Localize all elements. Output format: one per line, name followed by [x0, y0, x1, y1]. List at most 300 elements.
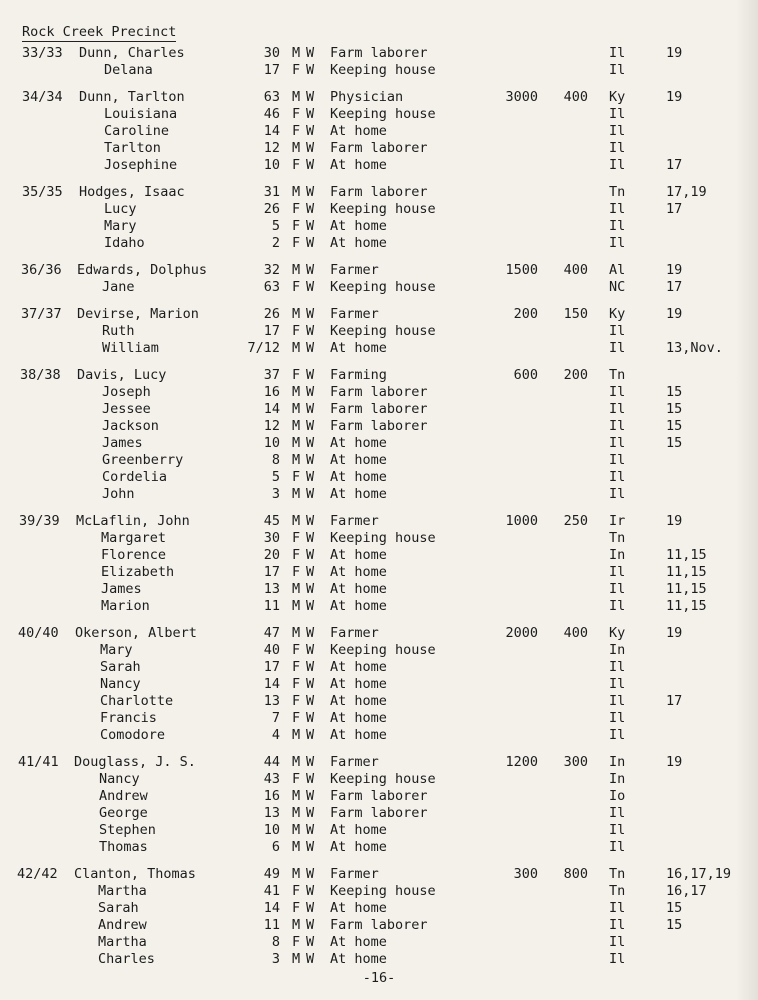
person-sex: F — [292, 106, 301, 122]
person-notes: 19 — [666, 513, 683, 529]
person-name: Elizabeth — [101, 564, 175, 580]
census-row — [0, 900, 740, 917]
person-occupation: Keeping house — [330, 62, 436, 78]
person-name: Okerson, Albert — [75, 625, 197, 641]
census-row — [0, 839, 740, 856]
person-birthplace: Il — [609, 486, 626, 502]
person-sex: F — [292, 235, 301, 251]
person-occupation: Keeping house — [330, 530, 436, 546]
person-birthplace: Tn — [609, 530, 626, 546]
person-sex: F — [292, 218, 301, 234]
person-birthplace: NC — [609, 279, 626, 295]
census-row — [0, 140, 740, 157]
person-sex: F — [292, 659, 301, 675]
person-race: W — [306, 754, 315, 770]
person-sex: F — [292, 547, 301, 563]
census-row — [0, 693, 740, 710]
person-occupation: Keeping house — [330, 279, 436, 295]
real-estate-value: 600 — [513, 367, 538, 383]
person-race: W — [306, 900, 315, 916]
person-name: James — [102, 435, 143, 451]
census-row — [0, 486, 740, 503]
person-name: Delana — [104, 62, 153, 78]
person-race: W — [306, 693, 315, 709]
person-age: 47 — [263, 625, 280, 641]
person-name: Lucy — [104, 201, 137, 217]
person-sex: M — [292, 598, 301, 614]
person-age: 17 — [263, 62, 280, 78]
census-row — [0, 62, 740, 79]
census-row — [0, 45, 740, 62]
person-sex: F — [292, 883, 301, 899]
person-race: W — [306, 45, 315, 61]
person-age: 26 — [263, 306, 280, 322]
person-age: 14 — [263, 401, 280, 417]
person-sex: F — [292, 123, 301, 139]
census-row — [0, 262, 740, 279]
person-sex: M — [292, 866, 301, 882]
real-estate-value: 1000 — [505, 513, 538, 529]
census-row — [0, 866, 740, 883]
person-sex: M — [292, 262, 301, 278]
person-occupation: At home — [330, 157, 387, 173]
person-name: McLaflin, John — [76, 513, 190, 529]
person-sex: F — [292, 157, 301, 173]
person-name: Jane — [102, 279, 135, 295]
person-birthplace: Tn — [609, 367, 626, 383]
person-age: 49 — [263, 866, 280, 882]
person-race: W — [306, 323, 315, 339]
census-row — [0, 547, 740, 564]
person-race: W — [306, 201, 315, 217]
person-sex: M — [292, 306, 301, 322]
person-sex: M — [292, 45, 301, 61]
person-sex: M — [292, 401, 301, 417]
person-age: 3 — [271, 486, 280, 502]
person-notes: 15 — [666, 384, 683, 400]
census-row — [0, 513, 740, 530]
person-sex: F — [292, 469, 301, 485]
person-race: W — [306, 486, 315, 502]
person-occupation: Keeping house — [330, 106, 436, 122]
person-birthplace: Il — [609, 581, 626, 597]
person-birthplace: Il — [609, 401, 626, 417]
person-occupation: Farm laborer — [330, 917, 428, 933]
person-birthplace: Il — [609, 157, 626, 173]
person-occupation: At home — [330, 452, 387, 468]
dwelling-number: 38/38 — [20, 367, 61, 383]
person-name: Stephen — [99, 822, 156, 838]
census-row — [0, 184, 740, 201]
person-occupation: Keeping house — [330, 323, 436, 339]
person-race: W — [306, 642, 315, 658]
person-race: W — [306, 123, 315, 139]
person-occupation: Physician — [330, 89, 404, 105]
census-row — [0, 106, 740, 123]
person-name: Cordelia — [102, 469, 168, 485]
census-row — [0, 934, 740, 951]
person-birthplace: Il — [609, 340, 626, 356]
person-age: 12 — [263, 418, 280, 434]
personal-estate-value: 250 — [563, 513, 588, 529]
person-occupation: At home — [330, 486, 387, 502]
person-race: W — [306, 659, 315, 675]
person-occupation: Farm laborer — [330, 45, 428, 61]
census-row — [0, 367, 740, 384]
personal-estate-value: 400 — [563, 262, 588, 278]
person-race: W — [306, 62, 315, 78]
person-birthplace: Il — [609, 452, 626, 468]
personal-estate-value: 400 — [563, 625, 588, 641]
person-sex: M — [292, 89, 301, 105]
person-race: W — [306, 771, 315, 787]
census-row — [0, 201, 740, 218]
person-race: W — [306, 235, 315, 251]
person-race: W — [306, 866, 315, 882]
person-occupation: Keeping house — [330, 883, 436, 899]
person-occupation: Farmer — [330, 625, 379, 641]
person-name: Josephine — [104, 157, 178, 173]
person-sex: F — [292, 693, 301, 709]
person-notes: 17 — [666, 279, 683, 295]
person-birthplace: Ir — [609, 513, 626, 529]
person-notes: 19 — [666, 625, 683, 641]
person-age: 30 — [263, 45, 280, 61]
person-name: Martha — [98, 934, 147, 950]
person-occupation: Farmer — [330, 306, 379, 322]
person-birthplace: Tn — [609, 184, 626, 200]
person-name: Marion — [101, 598, 150, 614]
person-age: 41 — [263, 883, 280, 899]
person-name: Joseph — [102, 384, 151, 400]
person-notes: 11,15 — [666, 547, 707, 563]
person-occupation: Keeping house — [330, 642, 436, 658]
person-age: 63 — [263, 279, 280, 295]
person-sex: F — [292, 201, 301, 217]
real-estate-value: 300 — [513, 866, 538, 882]
person-birthplace: Il — [609, 384, 626, 400]
person-sex: F — [292, 367, 301, 383]
person-occupation: Farmer — [330, 866, 379, 882]
person-age: 16 — [263, 788, 280, 804]
person-notes: 19 — [666, 754, 683, 770]
person-age: 26 — [263, 201, 280, 217]
person-race: W — [306, 140, 315, 156]
person-race: W — [306, 822, 315, 838]
person-birthplace: Tn — [609, 883, 626, 899]
dwelling-number: 39/39 — [19, 513, 60, 529]
person-sex: F — [292, 900, 301, 916]
person-name: Charlotte — [100, 693, 174, 709]
person-sex: M — [292, 384, 301, 400]
person-race: W — [306, 917, 315, 933]
person-occupation: At home — [330, 659, 387, 675]
census-row — [0, 710, 740, 727]
person-occupation: At home — [330, 839, 387, 855]
person-name: Davis, Lucy — [77, 367, 167, 383]
person-name: Dunn, Tarlton — [79, 89, 185, 105]
person-race: W — [306, 934, 315, 950]
census-row — [0, 235, 740, 252]
person-name: Mary — [100, 642, 133, 658]
person-race: W — [306, 262, 315, 278]
real-estate-value: 1200 — [505, 754, 538, 770]
person-name: Caroline — [104, 123, 170, 139]
person-name: Douglass, J. S. — [74, 754, 196, 770]
person-race: W — [306, 218, 315, 234]
personal-estate-value: 300 — [563, 754, 588, 770]
real-estate-value: 2000 — [505, 625, 538, 641]
dwelling-number: 34/34 — [22, 89, 63, 105]
person-birthplace: Il — [609, 45, 626, 61]
person-age: 17 — [263, 564, 280, 580]
person-occupation: At home — [330, 676, 387, 692]
person-race: W — [306, 279, 315, 295]
person-birthplace: In — [609, 771, 626, 787]
person-birthplace: Il — [609, 106, 626, 122]
person-birthplace: In — [609, 547, 626, 563]
person-occupation: Keeping house — [330, 201, 436, 217]
person-occupation: At home — [330, 693, 387, 709]
person-name: James — [101, 581, 142, 597]
person-age: 3 — [271, 951, 280, 967]
person-birthplace: Il — [609, 235, 626, 251]
person-age: 17 — [263, 323, 280, 339]
person-birthplace: Il — [609, 917, 626, 933]
person-race: W — [306, 452, 315, 468]
census-row — [0, 625, 740, 642]
person-birthplace: Il — [609, 710, 626, 726]
census-row — [0, 157, 740, 174]
person-birthplace: Tn — [609, 866, 626, 882]
census-row — [0, 659, 740, 676]
person-race: W — [306, 564, 315, 580]
person-sex: F — [292, 62, 301, 78]
person-occupation: At home — [330, 598, 387, 614]
person-race: W — [306, 469, 315, 485]
census-row — [0, 564, 740, 581]
person-sex: M — [292, 788, 301, 804]
person-name: Martha — [98, 883, 147, 899]
person-race: W — [306, 788, 315, 804]
dwelling-number: 36/36 — [21, 262, 62, 278]
person-name: Edwards, Dolphus — [77, 262, 208, 278]
person-birthplace: Il — [609, 822, 626, 838]
real-estate-value: 1500 — [505, 262, 538, 278]
person-race: W — [306, 306, 315, 322]
census-row — [0, 676, 740, 693]
person-age: 20 — [263, 547, 280, 563]
person-occupation: At home — [330, 123, 387, 139]
person-age: 13 — [263, 805, 280, 821]
person-occupation: At home — [330, 547, 387, 563]
person-notes: 15 — [666, 401, 683, 417]
person-birthplace: Il — [609, 839, 626, 855]
precinct-heading: Rock Creek Precinct — [22, 24, 177, 40]
person-occupation: Farm laborer — [330, 384, 428, 400]
person-name: Andrew — [98, 917, 147, 933]
person-occupation: At home — [330, 710, 387, 726]
person-name: Idaho — [104, 235, 145, 251]
person-age: 37 — [263, 367, 280, 383]
person-age: 17 — [263, 659, 280, 675]
person-name: Nancy — [100, 676, 141, 692]
person-age: 12 — [263, 140, 280, 156]
person-occupation: At home — [330, 900, 387, 916]
person-occupation: At home — [330, 951, 387, 967]
person-race: W — [306, 157, 315, 173]
person-age: 6 — [271, 839, 280, 855]
person-age: 7 — [271, 710, 280, 726]
person-age: 43 — [263, 771, 280, 787]
census-row — [0, 642, 740, 659]
person-occupation: At home — [330, 435, 387, 451]
person-sex: F — [292, 710, 301, 726]
person-age: 13 — [263, 581, 280, 597]
person-name: Nancy — [99, 771, 140, 787]
person-sex: F — [292, 771, 301, 787]
person-age: 32 — [263, 262, 280, 278]
person-occupation: Farm laborer — [330, 140, 428, 156]
person-sex: M — [292, 140, 301, 156]
person-race: W — [306, 530, 315, 546]
person-name: Jackson — [102, 418, 159, 434]
person-sex: M — [292, 418, 301, 434]
person-sex: F — [292, 323, 301, 339]
person-birthplace: Il — [609, 805, 626, 821]
person-name: Comodore — [100, 727, 166, 743]
person-birthplace: Il — [609, 900, 626, 916]
person-notes: 13,Nov. — [666, 340, 723, 356]
person-sex: M — [292, 727, 301, 743]
person-name: George — [99, 805, 148, 821]
person-sex: M — [292, 581, 301, 597]
person-age: 14 — [263, 676, 280, 692]
person-occupation: At home — [330, 469, 387, 485]
person-occupation: Farm laborer — [330, 401, 428, 417]
person-race: W — [306, 401, 315, 417]
person-race: W — [306, 367, 315, 383]
census-row — [0, 951, 740, 968]
person-race: W — [306, 883, 315, 899]
person-notes: 19 — [666, 89, 683, 105]
person-race: W — [306, 710, 315, 726]
person-sex: F — [292, 564, 301, 580]
person-notes: 11,15 — [666, 581, 707, 597]
census-row — [0, 306, 740, 323]
person-race: W — [306, 805, 315, 821]
person-age: 5 — [271, 218, 280, 234]
person-name: Clanton, Thomas — [74, 866, 196, 882]
person-race: W — [306, 727, 315, 743]
person-notes: 19 — [666, 262, 683, 278]
person-birthplace: Ky — [609, 625, 626, 641]
person-name: Devirse, Marion — [77, 306, 199, 322]
person-name: Thomas — [99, 839, 148, 855]
person-sex: F — [292, 934, 301, 950]
census-row — [0, 822, 740, 839]
person-name: John — [102, 486, 135, 502]
personal-estate-value: 800 — [563, 866, 588, 882]
person-birthplace: Il — [609, 564, 626, 580]
census-row — [0, 279, 740, 296]
personal-estate-value: 200 — [563, 367, 588, 383]
person-notes: 15 — [666, 900, 683, 916]
person-birthplace: Il — [609, 123, 626, 139]
person-race: W — [306, 184, 315, 200]
page-number: -16- — [362, 970, 396, 986]
person-name: Francis — [100, 710, 157, 726]
person-sex: M — [292, 184, 301, 200]
person-occupation: At home — [330, 340, 387, 356]
person-age: 13 — [263, 693, 280, 709]
person-race: W — [306, 625, 315, 641]
person-race: W — [306, 581, 315, 597]
person-sex: F — [292, 676, 301, 692]
person-notes: 19 — [666, 306, 683, 322]
census-row — [0, 754, 740, 771]
person-birthplace: Il — [609, 676, 626, 692]
person-name: Greenberry — [102, 452, 184, 468]
person-occupation: Farming — [330, 367, 387, 383]
person-birthplace: Il — [609, 218, 626, 234]
person-sex: M — [292, 951, 301, 967]
person-race: W — [306, 435, 315, 451]
person-notes: 15 — [666, 435, 683, 451]
person-age: 46 — [263, 106, 280, 122]
person-sex: F — [292, 530, 301, 546]
person-race: W — [306, 89, 315, 105]
person-birthplace: Il — [609, 727, 626, 743]
person-occupation: At home — [330, 218, 387, 234]
dwelling-number: 40/40 — [18, 625, 59, 641]
person-name: Ruth — [102, 323, 135, 339]
dwelling-number: 33/33 — [22, 45, 63, 61]
person-name: Andrew — [99, 788, 148, 804]
census-row — [0, 418, 740, 435]
census-row — [0, 530, 740, 547]
person-race: W — [306, 547, 315, 563]
person-age: 45 — [263, 513, 280, 529]
census-row — [0, 469, 740, 486]
person-notes: 17 — [666, 157, 683, 173]
person-name: Sarah — [98, 900, 139, 916]
census-row — [0, 123, 740, 140]
person-name: Mary — [104, 218, 137, 234]
person-sex: M — [292, 805, 301, 821]
person-sex: M — [292, 452, 301, 468]
person-age: 14 — [263, 123, 280, 139]
person-notes: 11,15 — [666, 564, 707, 580]
census-row — [0, 401, 740, 418]
person-occupation: At home — [330, 934, 387, 950]
person-birthplace: Il — [609, 951, 626, 967]
person-occupation: At home — [330, 581, 387, 597]
person-birthplace: Il — [609, 693, 626, 709]
person-age: 44 — [263, 754, 280, 770]
person-age: 14 — [263, 900, 280, 916]
person-sex: F — [292, 279, 301, 295]
person-occupation: Farm laborer — [330, 788, 428, 804]
person-occupation: Farmer — [330, 262, 379, 278]
person-notes: 17 — [666, 201, 683, 217]
person-age: 10 — [263, 435, 280, 451]
person-notes: 17,19 — [666, 184, 707, 200]
dwelling-number: 37/37 — [21, 306, 62, 322]
dwelling-number: 35/35 — [22, 184, 63, 200]
person-race: W — [306, 598, 315, 614]
census-row — [0, 340, 740, 357]
